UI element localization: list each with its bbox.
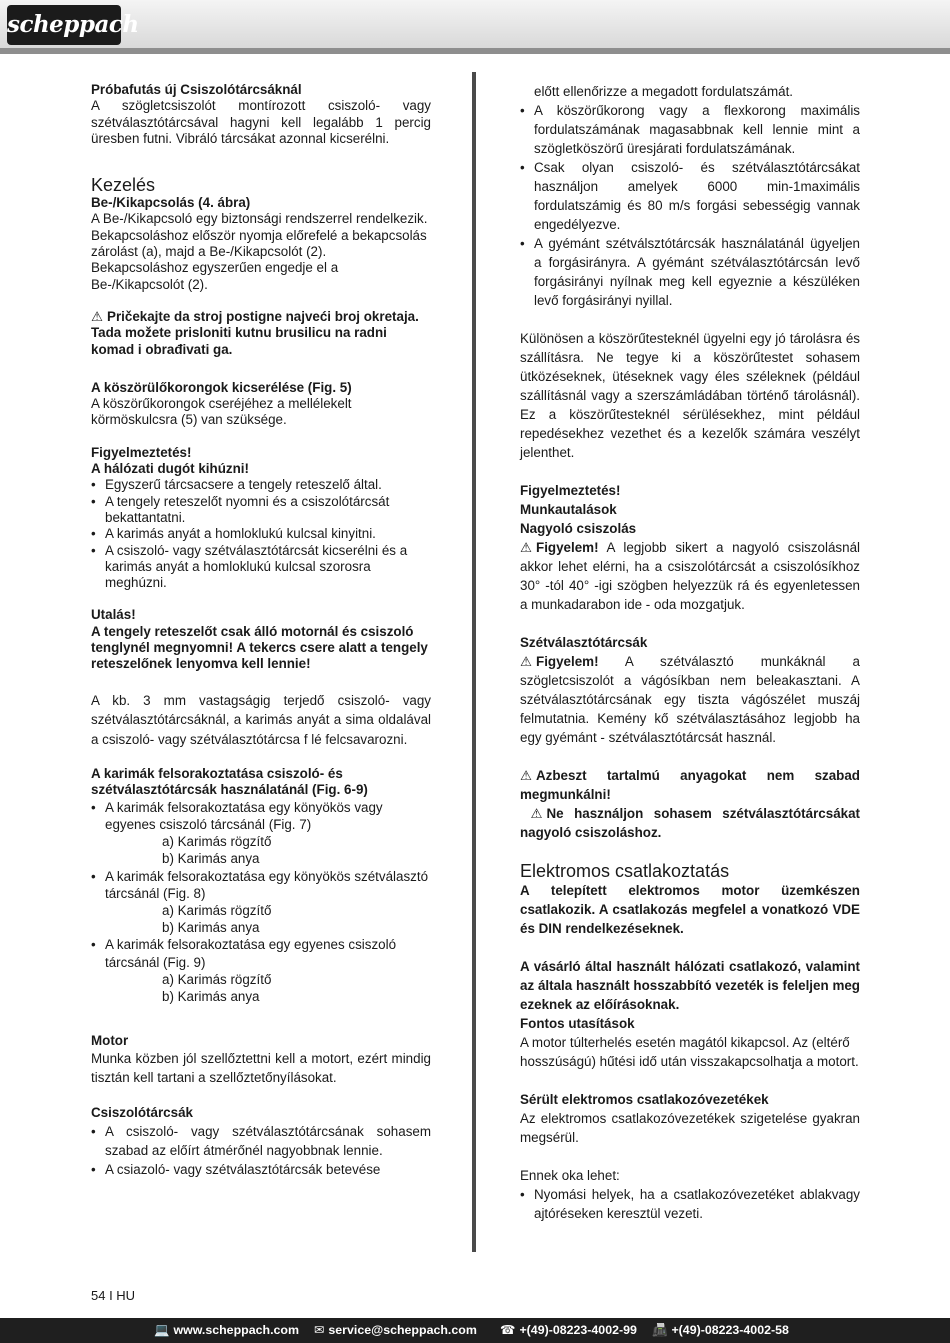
caution-label: Figyelmeztetés! — [520, 483, 621, 498]
right-column — [520, 82, 860, 1223]
warning-icon: ⚠ — [520, 654, 533, 669]
warning-icon: ⚠ — [530, 806, 543, 821]
column-divider — [472, 72, 476, 1252]
caution-text: A hálózati dugót kihúzni! — [91, 461, 249, 477]
attention-label: Figyelem! — [536, 540, 599, 555]
paragraph: A telepített elektromos motor üzemkészen csatlakozik. A csatlakozás megfelel a vonatkozó VDE és DIN rendelkezéseknek. — [520, 883, 860, 936]
footer-phone — [500, 1318, 637, 1343]
section-title: Szétválasztótárcsák — [520, 635, 648, 650]
footer-email[interactable] — [314, 1318, 477, 1343]
section-title: Csiszolótárcsák — [91, 1105, 193, 1121]
footer-fax — [652, 1318, 789, 1343]
disc-rules-list — [520, 101, 860, 310]
paragraph: A motor túlterhelés esetén magától kikapcsol. Az (eltérő hosszúságú) hűtési idő után visszakapcsolhatja a motort. — [520, 1035, 859, 1069]
phone-icon: ☎ — [500, 1323, 516, 1337]
heading-kezeles: Kezelés — [91, 175, 156, 196]
mail-icon: ✉ — [314, 1323, 325, 1337]
section-title: A karimák felsorakoztatása csiszoló- és szétválasztótárcsák használatánál (Fig. 6-9) — [91, 766, 368, 798]
sub-item: b) Karimás anya — [162, 988, 260, 1004]
header-rule — [0, 48, 950, 54]
section-title: Munkautalások — [520, 502, 617, 517]
note-label: Utalás! — [91, 607, 136, 623]
sub-item: a) Karimás rögzítő — [162, 902, 272, 918]
scheppach-logo: scheppach — [7, 5, 121, 45]
cause-list — [520, 1185, 860, 1223]
footer-email-text: service@scheppach.com — [328, 1323, 477, 1337]
warning-icon: ⚠ — [520, 768, 533, 783]
paragraph: Különösen a köszörűtesteknél ügyelni egy jó tárolásra és szállításra. Ne tegye ki a köszörűtestet sohasem ütközéseknek, ütéseknek vagy éles széleknek (például szállításnál vagy a szerszámládában történő tárolásnál). Ez a köszörűtesteknél sérülésekhez, mint például repedésekhez vezethet és a kezelők számára veszélyt jelenthet. — [520, 331, 860, 460]
paragraph-text: A legjobb sikert a nagyoló csiszolásnál akkor lehet elérni, ha a csiszolótárcsát a csiszolósíkhoz 30° -tól 40° -igi szögben helyezzük rá és egyenletessen a munkadarabon ide - oda mozgatjuk. — [520, 540, 860, 612]
footer-website[interactable] — [154, 1318, 299, 1343]
list-item — [91, 799, 431, 868]
section-title: A köszörülőkorongok kicserélése (Fig. 5) — [91, 379, 352, 395]
flange-list — [91, 799, 431, 1005]
note-text: A tengely reteszelőt csak álló motornál és csiszoló tenglynél megnyomni! A tekercs csere alatt a tengely reteszelőnek lenyomva kell lennie! — [91, 623, 428, 672]
footer-fax-text: +(49)-08223-4002-58 — [671, 1323, 789, 1337]
warning-text: Ne használjon sohasem szétválasztótárcsákat nagyoló csiszoláshoz. — [520, 806, 860, 840]
paragraph: A vásárló által használt hálózati csatlakozó, valamint az általa használt hosszabbító vezeték is feleljen meg ezeknek az előírásoknak. — [520, 959, 860, 1012]
section-title: Be-/Kikapcsolás (4. ábra) — [91, 195, 251, 211]
list-item: • A köszörűkorong vagy a flexkorong maximális fordulatszámának magasabbnak kell lennie mint a szögletköszörű üresjárati fordulatszámának. — [520, 101, 860, 158]
heading-elektromos: Elektromos csatlakoztatás — [520, 861, 730, 881]
paragraph — [520, 652, 860, 747]
footer-website-text: www.scheppach.com — [173, 1323, 299, 1337]
list-item: • A gyémánt szétválsztótárcsák használatánál ügyeljen a forgásirányra. A gyémánt szétválasztótárcsán levő forgásirányi nyílnak meg kell egyeznie a készüléken levő forgásirányi nyillal. — [520, 234, 860, 310]
section-title: Próbafutás új Csiszolótárcsáknál — [91, 82, 302, 97]
list-item — [91, 868, 431, 937]
section-title: Motor — [91, 1033, 129, 1049]
replace-steps-list — [91, 477, 431, 591]
list-item: • Nyomási helyek, ha a csatlakozóvezetéket ablakvagy ajtóréseken keresztül vezeti. — [520, 1185, 860, 1223]
sub-item: b) Karimás anya — [162, 851, 260, 867]
warning-block — [520, 804, 860, 842]
warning-text: Pričekajte da stroj postigne najveći broj okretaja. Tada možete prisloniti kutnu brusilicu na radni komad i obrađivati ga. — [91, 308, 419, 357]
attention-label: Figyelem! — [536, 654, 599, 669]
sub-item: b) Karimás anya — [162, 920, 260, 936]
paragraph — [520, 538, 860, 614]
list-item-text: A karimák felsorakoztatása egy könyökös szétválasztó tárcsánál (Fig. 8) — [105, 868, 429, 901]
list-item: • A tengely reteszelőt nyomni és a csiszolótárcsát bekattantatni. — [91, 494, 431, 527]
list-item: • A csiszoló- vagy szétválasztótárcsát kicserélni és a karimás anyát a homloklukú kulcsal szorosra meghúzni. — [91, 543, 431, 592]
warning-icon: ⚠ — [520, 540, 533, 555]
disc-list — [91, 1122, 431, 1179]
sub-item: a) Karimás rögzítő — [162, 834, 272, 850]
page-number: 54 I HU — [91, 1288, 136, 1303]
paragraph: Munka közben jól szellőztettni kell a motort, ezért mindig tisztán kell tartani a szellőztetőnyílásokat. — [91, 1051, 431, 1086]
paragraph: Bekapcsoláshoz egyszerűen engedje el a Be-/Kikapcsolót (2). — [91, 260, 339, 292]
header-bar — [0, 0, 950, 48]
list-item: • A karimás anyát a homloklukú kulcsal kinyitni. — [91, 526, 431, 542]
paragraph: A Be-/Kikapcsoló egy biztonsági rendszerrel rendelkezik. — [91, 211, 428, 227]
list-item: • A csiazoló- vagy szétválasztótárcsák betevése — [91, 1160, 431, 1179]
footer-bar — [0, 1318, 950, 1343]
footer-phone-text: +(49)-08223-4002-99 — [519, 1323, 637, 1337]
list-item: • Egyszerű tárcsacsere a tengely reteszelő által. — [91, 477, 431, 493]
warning-block — [520, 766, 860, 804]
paragraph: előtt ellenőrizze a megadott fordulatszámát. — [534, 84, 794, 99]
section-title: Fontos utasítások — [520, 1016, 635, 1031]
computer-icon: 💻 — [154, 1323, 170, 1337]
paragraph: A kb. 3 mm vastagságig terjedő csiszoló- vagy szétválasztótárcsáknál, a karimás anyát a sima oldalával a csiszoló- vagy szétválasztótárcsa f lé felcsavarozni. — [91, 692, 431, 747]
caution-label: Figyelmeztetés! — [91, 444, 192, 460]
warning-text: Azbeszt tartalmú anyagokat nem szabad megmunkálni! — [520, 768, 860, 802]
warning-block — [91, 309, 431, 358]
paragraph: A szögletcsiszolót montírozott csiszoló- vagy szétválasztótárcsával hagyni kell legalább 1 percig üresben futni. Vibráló tárcsákat azonnal kicserélni. — [91, 98, 431, 146]
sub-item: a) Karimás rögzítő — [162, 971, 272, 987]
paragraph: A köszörűkorongok cseréjéhez a mellélekelt körmöskulcsra (5) van szüksége. — [91, 396, 352, 428]
list-item — [91, 936, 431, 1005]
list-item-text: A karimák felsorakoztatása egy egyenes csiszoló tárcsánál (Fig. 9) — [105, 937, 397, 970]
warning-icon: ⚠ — [91, 308, 104, 324]
section-title: Nagyoló csiszolás — [520, 521, 637, 536]
left-column — [91, 82, 431, 1179]
paragraph-text: A szétválasztó munkáknál a szögletcsiszolót a vágósíkban nem beleakasztani. A szétválasztótárcsának egy tiszta vágószélet muszáj felmutatnia. Kemény kő szétválasztásához legjobb ha egy gyémánt - szétválasztótárcsát használ. — [520, 654, 860, 745]
paragraph: Ennek oka lehet: — [520, 1168, 620, 1183]
list-item-text: A karimák felsorakoztatása egy könyökös vagy egyenes csiszoló tárcsánál (Fig. 7) — [105, 799, 383, 832]
fax-icon: 📠 — [652, 1323, 668, 1337]
paragraph: Az elektromos csatlakozóvezetékek szigetelése gyakran megsérül. — [520, 1111, 860, 1145]
list-item: • Csak olyan csiszoló- és szétválasztótárcsákat használjon amelyek 6000 min-1maximális fordulatszámig és 80 m/s forgási sebességig vannak engedélyezve. — [520, 158, 860, 234]
paragraph: Bekapcsoláshoz először nyomja előrefelé a bekapcsolás zárolást (a), majd a Be-/Kikapcsolót (2). — [91, 227, 427, 260]
list-item: • A csiszoló- vagy szétválasztótárcsának sohasem szabad az előírt átmérőnél nagyobbnak lennie. — [91, 1122, 431, 1160]
section-title: Sérült elektromos csatlakozóvezetékek — [520, 1092, 769, 1107]
